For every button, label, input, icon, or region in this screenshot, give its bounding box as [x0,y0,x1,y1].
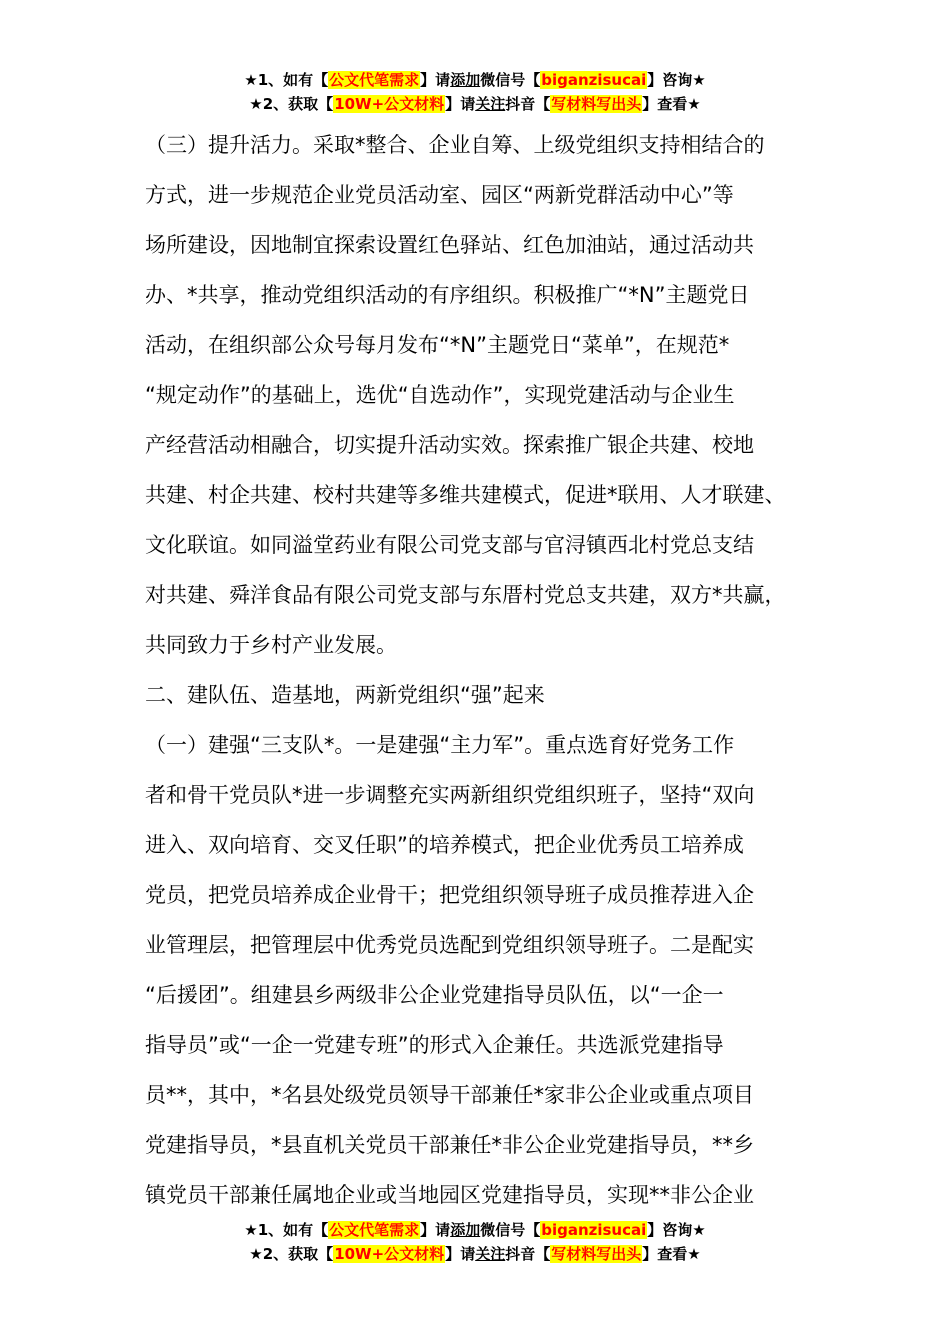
text-line: 进入、双向培育、交叉任职”的培养模式，把企业优秀员工培养成 [145,833,744,857]
document-body [145,120,825,1220]
highlight-wechat-id: biganzisucai [541,71,647,89]
text-line: （三）提升活力。采取*整合、企业自筹、上级党组织支持相结合的 [145,133,765,157]
text-line: 指导员”或“一企一党建专班”的形式入企兼任。共选派党建指导 [145,1033,724,1057]
highlight-service: 公文代笔需求 [329,71,420,89]
highlight-douyin: 写材料写出头 [551,95,642,113]
text-line: 对共建、舜洋食品有限公司党支部与东厝村党总支共建，双方*共赢， [145,583,786,607]
text-line: 共建、村企共建、校村共建等多维共建模式，促进*联用、人才联建、 [145,483,786,507]
highlight-materials: 10W+公文材料 [334,95,445,113]
text-line: 共同致力于乡村产业发展。 [145,633,397,657]
text-line: “规定动作”的基础上，选优“自选动作”，实现党建活动与企业生 [145,383,735,407]
text-line: 活动，在组织部公众号每月发布“*N”主题党日“菜单”，在规范* [145,333,730,357]
text-line: “后援团”。组建县乡两级非公企业党建指导员队伍，以“一企一 [145,983,724,1007]
text-line: 文化联谊。如同溢堂药业有限公司党支部与官浔镇西北村党总支结 [145,533,754,557]
text-line: 员**，其中，*名县处级党员领导干部兼任*家非公企业或重点项目 [145,1083,754,1107]
text-line: 办、*共享，推动党组织活动的有序组织。积极推广“*N”主题党日 [145,283,750,307]
highlight-wechat-id: biganzisucai [541,1221,647,1239]
highlight-douyin: 写材料写出头 [551,1245,642,1263]
text-line: 党员，把党员培养成企业骨干；把党组织领导班子成员推荐进入企 [145,883,754,907]
header-banner [0,68,950,116]
section-heading: 二、建队伍、造基地，两新党组织“强”起来 [145,683,545,707]
text-line: 者和骨干党员队*进一步调整充实两新组织党组织班子，坚持“双向 [145,783,755,807]
highlight-materials: 10W+公文材料 [334,1245,445,1263]
text-line: 场所建设，因地制宜探索设置红色驿站、红色加油站，通过活动共 [145,233,754,257]
text-line: 党建指导员，*县直机关党员干部兼任*非公企业党建指导员，**乡 [145,1133,754,1157]
banner-line-1: ★1、如有【公文代笔需求】请添加微信号【biganzisucai】咨询★ [244,71,706,89]
text-line: 镇党员干部兼任属地企业或当地园区党建指导员，实现**非公企业 [145,1183,754,1207]
text-line: （一）建强“三支队*。一是建强“主力军”。重点选育好党务工作 [145,733,735,757]
highlight-service: 公文代笔需求 [329,1221,420,1239]
text-line: 业管理层，把管理层中优秀党员选配到党组织领导班子。二是配实 [145,933,754,957]
banner-line-1: ★1、如有【公文代笔需求】请添加微信号【biganzisucai】咨询★ [244,1221,706,1239]
footer-banner [0,1218,950,1266]
text-line: 产经营活动相融合，切实提升活动实效。探索推广银企共建、校地 [145,433,754,457]
text-line: 方式，进一步规范企业党员活动室、园区“两新党群活动中心”等 [145,183,734,207]
banner-line-2: ★2、获取【10W+公文材料】请关注抖音【写材料写出头】查看★ [249,95,701,113]
banner-line-2: ★2、获取【10W+公文材料】请关注抖音【写材料写出头】查看★ [249,1245,701,1263]
